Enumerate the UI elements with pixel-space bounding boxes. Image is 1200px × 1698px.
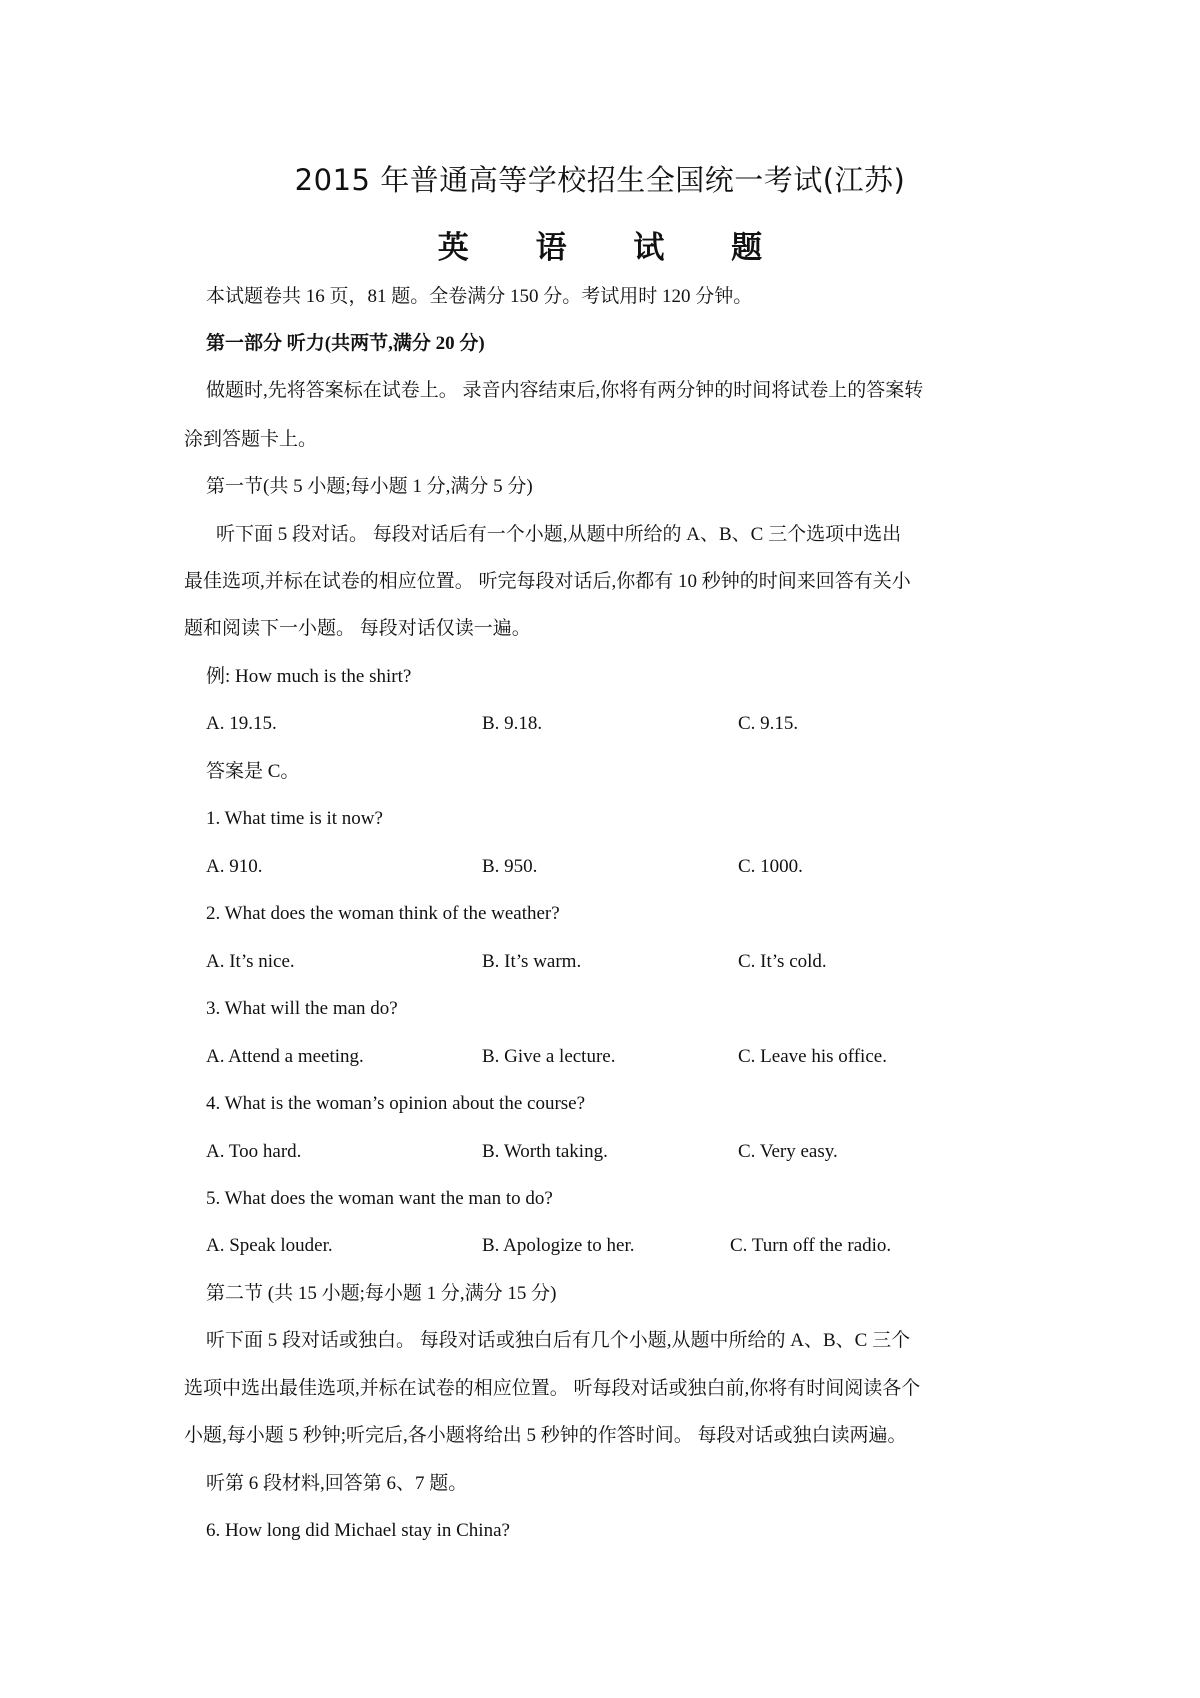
- section2-instruction-line: 听下面 5 段对话或独白。 每段对话或独白后有几个小题,从题中所给的 A、B、C 三个: [206, 1330, 911, 1351]
- question-text: 4. What is the woman’s opinion about the course?: [206, 1093, 586, 1114]
- question-text: 2. What does the woman think of the weather?: [206, 903, 560, 924]
- section1-heading: 第一节(共 5 小题;每小题 1 分,满分 5 分): [206, 476, 533, 497]
- example-option-b: B. 9.18.: [482, 713, 543, 734]
- question-text: 3. What will the man do?: [206, 998, 398, 1019]
- section1-instruction-line: 最佳选项,并标在试卷的相应位置。 听完每段对话后,你都有 10 秒钟的时间来回答有关小: [184, 571, 911, 592]
- option-a: A. It’s nice.: [206, 951, 295, 972]
- question-text: 1. What time is it now?: [206, 808, 383, 829]
- option-b: B. Apologize to her.: [482, 1235, 635, 1256]
- option-a: A. Too hard.: [206, 1141, 302, 1162]
- question-text: 5. What does the woman want the man to do?: [206, 1188, 553, 1209]
- exam-title: 2015 年普通高等学校招生全国统一考试(江苏): [294, 163, 906, 197]
- part1-instruction-line: 做题时,先将答案标在试卷上。 录音内容结束后,你将有两分钟的时间将试卷上的答案转: [206, 380, 924, 401]
- section1-instruction-line: 题和阅读下一小题。 每段对话仅读一遍。: [184, 618, 531, 639]
- example-answer: 答案是 C。: [206, 761, 300, 782]
- option-b: B. Worth taking.: [482, 1141, 608, 1162]
- option-c: C. Leave his office.: [738, 1046, 887, 1067]
- option-b: B. 950.: [482, 856, 538, 877]
- section2-heading: 第二节 (共 15 小题;每小题 1 分,满分 15 分): [206, 1283, 557, 1304]
- option-b: B. It’s warm.: [482, 951, 582, 972]
- option-c: C. Turn off the radio.: [730, 1235, 892, 1256]
- intro-text: 本试题卷共 16 页，81 题。全卷满分 150 分。考试用时 120 分钟。: [206, 286, 753, 307]
- exam-subtitle: 英 语 试 题: [437, 230, 791, 266]
- section2-instruction-line: 选项中选出最佳选项,并标在试卷的相应位置。 听每段对话或独白前,你将有时间阅读各个: [184, 1378, 921, 1399]
- part1-instruction-line: 涂到答题卡上。: [184, 429, 318, 450]
- example-option-c: C. 9.15.: [738, 713, 799, 734]
- example-question: 例: How much is the shirt?: [206, 666, 412, 687]
- option-c: C. Very easy.: [738, 1141, 838, 1162]
- option-a: A. 910.: [206, 856, 263, 877]
- example-option-a: A. 19.15.: [206, 713, 277, 734]
- option-c: C. It’s cold.: [738, 951, 827, 972]
- option-a: A. Speak louder.: [206, 1235, 333, 1256]
- section2-instruction-line: 小题,每小题 5 秒钟;听完后,各小题将给出 5 秒钟的作答时间。 每段对话或独白读两遍。: [184, 1425, 907, 1446]
- option-b: B. Give a lecture.: [482, 1046, 616, 1067]
- part1-heading: 第一部分 听力(共两节,满分 20 分): [206, 333, 485, 354]
- option-a: A. Attend a meeting.: [206, 1046, 364, 1067]
- section1-instruction-line: 听下面 5 段对话。 每段对话后有一个小题,从题中所给的 A、B、C 三个选项中选出: [216, 524, 902, 545]
- option-c: C. 1000.: [738, 856, 803, 877]
- question-text: 6. How long did Michael stay in China?: [206, 1520, 510, 1541]
- material-note: 听第 6 段材料,回答第 6、7 题。: [206, 1473, 468, 1494]
